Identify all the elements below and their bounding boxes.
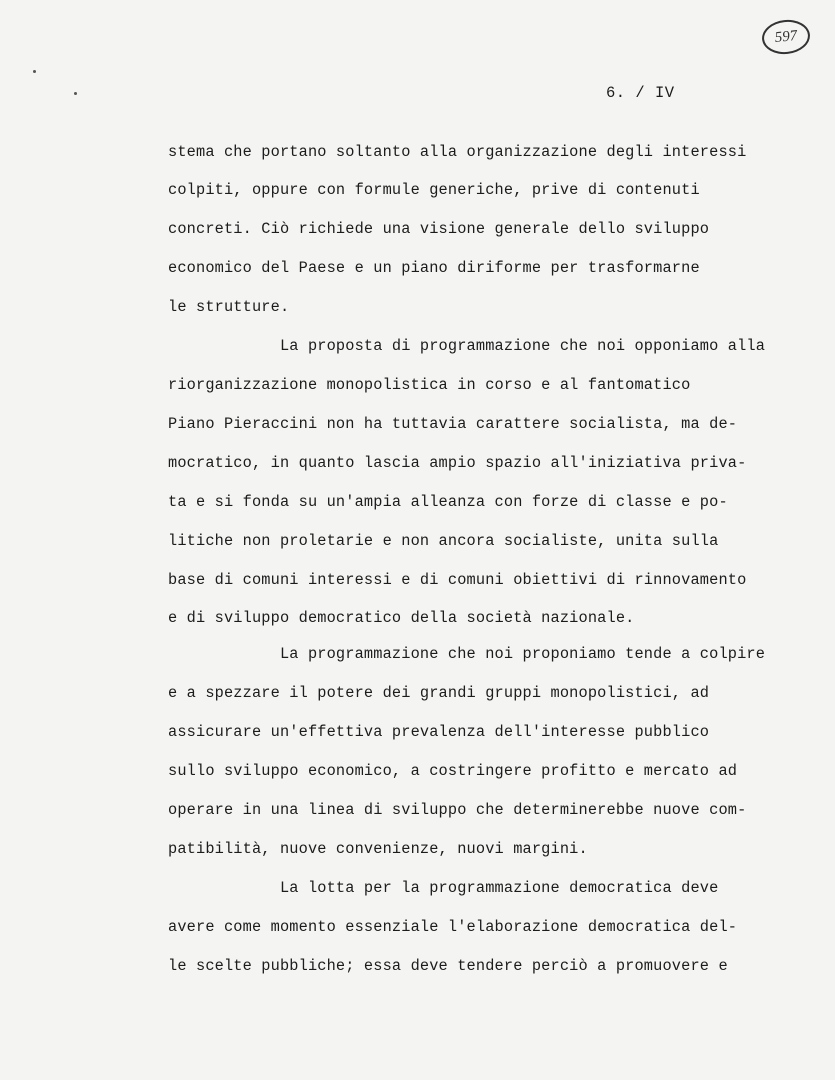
archive-stamp: 597 [760, 18, 811, 57]
text-line: e a spezzare il potere dei grandi gruppi monopolistici, ad [168, 684, 710, 702]
text-line: sullo sviluppo economico, a costringere profitto e mercato ad [168, 762, 738, 780]
text-line: mocratico, in quanto lascia ampio spazio all'iniziativa priva- [168, 454, 747, 472]
page-number: 6. / IV [606, 84, 675, 102]
paper-speck [33, 70, 36, 73]
text-line: le scelte pubbliche; essa deve tendere perciò a promuovere e [168, 957, 728, 975]
text-line: e di sviluppo democratico della società nazionale. [168, 609, 635, 627]
paragraph-start-line: La proposta di programmazione che noi opponiamo alla [168, 337, 766, 355]
paragraph-start-line: La programmazione che noi proponiamo tende a colpire [168, 645, 766, 663]
text-line: colpiti, oppure con formule generiche, prive di contenuti [168, 181, 700, 199]
text-line: le strutture. [168, 298, 290, 316]
paragraph-start-line: La lotta per la programmazione democratica deve [168, 879, 719, 897]
text-line: riorganizzazione monopolistica in corso e al fantomatico [168, 376, 691, 394]
text-line: litiche non proletarie e non ancora socialiste, unita sulla [168, 532, 719, 550]
text-line: assicurare un'effettiva prevalenza dell'interesse pubblico [168, 723, 710, 741]
text-line: concreti. Ciò richiede una visione generale dello sviluppo [168, 220, 710, 238]
text-line: patibilità, nuove convenienze, nuovi margini. [168, 840, 588, 858]
text-line: Piano Pieraccini non ha tuttavia carattere socialista, ma de- [168, 415, 738, 433]
text-line: economico del Paese e un piano diriforme per trasformarne [168, 259, 700, 277]
text-line: operare in una linea di sviluppo che determinerebbe nuove com- [168, 801, 747, 819]
text-line: stema che portano soltanto alla organizzazione degli interessi [168, 143, 747, 161]
paper-speck [74, 92, 77, 95]
text-line: ta e si fonda su un'ampia alleanza con forze di classe e po- [168, 493, 728, 511]
text-line: base di comuni interessi e di comuni obiettivi di rinnovamento [168, 571, 747, 589]
text-line: avere come momento essenziale l'elaborazione democratica del- [168, 918, 738, 936]
